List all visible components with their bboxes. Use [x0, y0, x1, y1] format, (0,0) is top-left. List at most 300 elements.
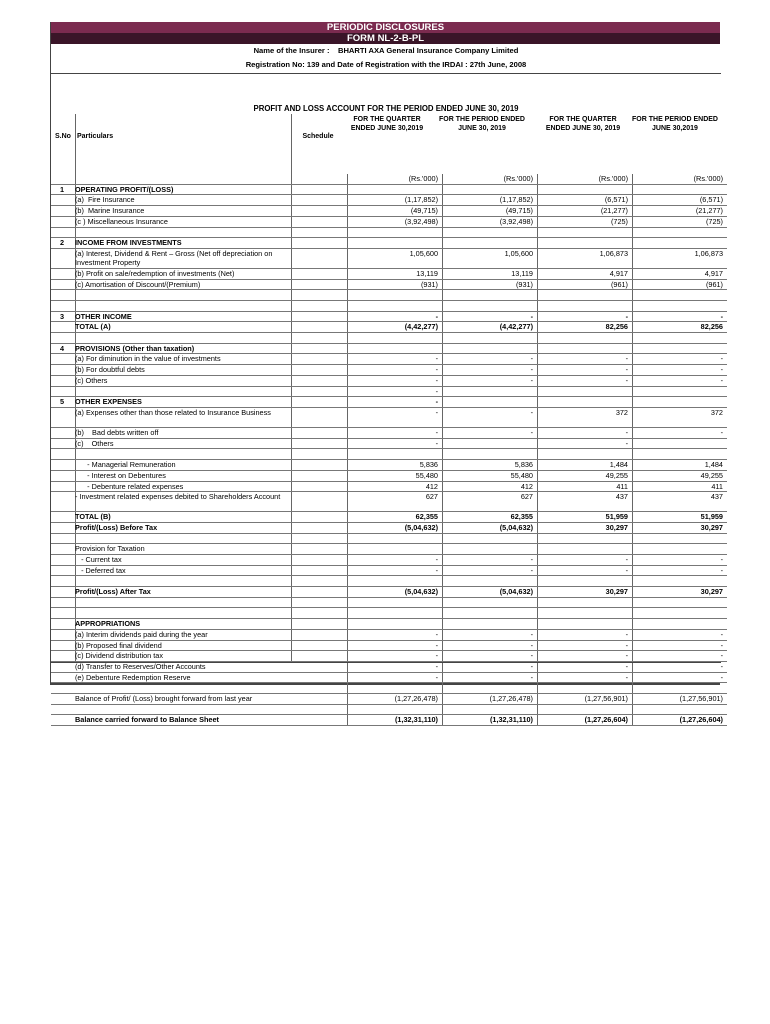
row-value-col4: (21,277) — [633, 206, 728, 217]
row-value-col4: (6,571) — [633, 195, 728, 206]
row-sno — [51, 268, 73, 279]
registration-line: Registration No: 139 and Date of Registration with the IRDAI : 27th June, 2008 — [245, 60, 527, 69]
row-sno — [51, 227, 73, 238]
row-value-col4 — [633, 184, 728, 195]
row-sno — [51, 608, 73, 619]
row-particulars: Profit/(Loss) Before Tax — [73, 522, 293, 533]
table-row — [51, 408, 727, 428]
table-row — [51, 608, 727, 619]
row-particulars: (e) Debenture Redemption Reserve — [73, 672, 293, 683]
row-particulars: TOTAL (B) — [73, 512, 293, 523]
row-particulars — [73, 333, 293, 344]
row-value-col2 — [443, 597, 538, 608]
row-value-col3: - — [538, 651, 633, 662]
row-value-col1: - — [348, 397, 443, 408]
row-value-col4: - — [633, 661, 728, 672]
row-schedule — [293, 365, 348, 376]
row-particulars — [73, 576, 293, 587]
row-value-col1: - — [348, 354, 443, 365]
row-sno — [51, 492, 73, 512]
row-particulars: (b) Proposed final dividend — [73, 640, 293, 651]
table-row — [51, 333, 727, 344]
row-schedule — [293, 544, 348, 555]
row-value-col1: - — [348, 629, 443, 640]
row-value-col3: - — [538, 365, 633, 376]
row-value-col1: - — [348, 386, 443, 397]
row-particulars: (b) Marine Insurance — [73, 206, 293, 217]
row-schedule — [293, 184, 348, 195]
row-particulars: (c ) Miscellaneous Insurance — [73, 216, 293, 227]
row-value-col3: (1,27,26,604) — [538, 715, 633, 726]
table-bottom-rule — [51, 662, 721, 663]
row-value-col2 — [443, 619, 538, 630]
row-particulars: (d) Transfer to Reserves/Other Accounts — [73, 661, 293, 672]
row-value-col2 — [443, 544, 538, 555]
row-value-col3: (725) — [538, 216, 633, 227]
row-value-col3: - — [538, 354, 633, 365]
row-value-col1 — [348, 184, 443, 195]
row-value-col1 — [348, 301, 443, 312]
row-value-col4: 1,06,873 — [633, 248, 728, 268]
row-value-col4: (725) — [633, 216, 728, 227]
row-schedule — [293, 227, 348, 238]
row-particulars: OTHER INCOME — [73, 311, 293, 322]
pl-table — [51, 174, 727, 726]
row-value-col3 — [538, 301, 633, 312]
row-value-col4 — [633, 238, 728, 249]
row-value-col2: - — [443, 408, 538, 428]
row-sno — [51, 248, 73, 268]
row-particulars: INCOME FROM INVESTMENTS — [73, 238, 293, 249]
row-value-col3: (Rs.'000) — [538, 174, 633, 184]
row-value-col4 — [633, 576, 728, 587]
row-value-col1: 62,355 — [348, 512, 443, 523]
table-row — [51, 492, 727, 512]
row-schedule — [293, 238, 348, 249]
row-particulars — [73, 449, 293, 460]
row-sno — [51, 704, 73, 715]
row-value-col1: - — [348, 365, 443, 376]
row-sno — [51, 555, 73, 566]
row-value-col4: (961) — [633, 279, 728, 290]
row-value-col1: - — [348, 640, 443, 651]
row-schedule — [293, 216, 348, 227]
row-sno — [51, 522, 73, 533]
row-value-col2: 13,119 — [443, 268, 538, 279]
row-sno — [51, 216, 73, 227]
row-value-col2 — [443, 608, 538, 619]
row-particulars: - Debenture related expenses — [73, 481, 293, 492]
row-sno — [51, 481, 73, 492]
table-row — [51, 555, 727, 566]
row-value-col3: 1,484 — [538, 460, 633, 471]
row-schedule — [293, 576, 348, 587]
row-schedule — [293, 311, 348, 322]
row-value-col1: (1,17,852) — [348, 195, 443, 206]
row-value-col3 — [538, 227, 633, 238]
row-particulars — [73, 386, 293, 397]
row-value-col3: 30,297 — [538, 522, 633, 533]
table-row — [51, 661, 727, 672]
row-value-col4: - — [633, 640, 728, 651]
row-value-col4: 372 — [633, 408, 728, 428]
row-particulars — [73, 301, 293, 312]
row-value-col2: (Rs.'000) — [443, 174, 538, 184]
row-value-col3 — [538, 619, 633, 630]
row-value-col3: 51,959 — [538, 512, 633, 523]
row-value-col2: (931) — [443, 279, 538, 290]
table-row — [51, 248, 727, 268]
row-value-col2 — [443, 704, 538, 715]
row-sno — [51, 672, 73, 683]
table-row — [51, 522, 727, 533]
row-schedule — [293, 597, 348, 608]
row-sno — [51, 533, 73, 544]
row-particulars: - Current tax — [73, 555, 293, 566]
row-value-col4: - — [633, 311, 728, 322]
row-sno — [51, 375, 73, 386]
row-value-col2: - — [443, 661, 538, 672]
row-particulars: (c) Dividend distribution tax — [73, 651, 293, 662]
row-value-col2: 5,836 — [443, 460, 538, 471]
row-sno — [51, 683, 73, 694]
row-particulars: - Interest on Debentures — [73, 470, 293, 481]
row-schedule — [293, 206, 348, 217]
table-row — [51, 715, 727, 726]
row-particulars: OTHER EXPENSES — [73, 397, 293, 408]
row-sno — [51, 354, 73, 365]
row-particulars: - Managerial Remuneration — [73, 460, 293, 471]
row-value-col2: (1,27,26,478) — [443, 694, 538, 705]
row-value-col1: (4,42,277) — [348, 322, 443, 333]
row-schedule — [293, 481, 348, 492]
row-value-col2: (5,04,632) — [443, 522, 538, 533]
row-schedule — [293, 704, 348, 715]
row-value-col4 — [633, 449, 728, 460]
row-value-col3 — [538, 184, 633, 195]
row-sno — [51, 619, 73, 630]
table-row — [51, 206, 727, 217]
row-schedule — [293, 354, 348, 365]
col-quarter-2019-header: FOR THE QUARTER ENDED JUNE 30,2019 — [350, 116, 424, 132]
row-schedule — [293, 408, 348, 428]
row-value-col2: (49,715) — [443, 206, 538, 217]
row-value-col4 — [633, 227, 728, 238]
row-value-col1: 1,05,600 — [348, 248, 443, 268]
row-value-col2: (5,04,632) — [443, 587, 538, 598]
row-particulars: (c) Others — [73, 438, 293, 449]
row-schedule — [293, 268, 348, 279]
row-value-col2 — [443, 333, 538, 344]
row-value-col1: 5,836 — [348, 460, 443, 471]
row-schedule — [293, 512, 348, 523]
table-row — [51, 576, 727, 587]
row-value-col2 — [443, 386, 538, 397]
row-value-col2 — [443, 301, 538, 312]
row-particulars: - Investment related expenses debited to Shareholders Account — [73, 492, 293, 512]
row-particulars: Provision for Taxation — [73, 544, 293, 555]
table-row — [51, 640, 727, 651]
row-value-col3: 1,06,873 — [538, 248, 633, 268]
row-sno — [51, 661, 73, 672]
row-schedule — [293, 343, 348, 354]
row-value-col1 — [348, 597, 443, 608]
row-value-col4 — [633, 301, 728, 312]
row-value-col4: 49,255 — [633, 470, 728, 481]
row-value-col4: 82,256 — [633, 322, 728, 333]
row-particulars: Balance carried forward to Balance Sheet — [73, 715, 293, 726]
row-particulars: - Deferred tax — [73, 565, 293, 576]
row-sno — [51, 544, 73, 555]
row-value-col3: - — [538, 311, 633, 322]
row-schedule — [293, 629, 348, 640]
row-sno — [51, 587, 73, 598]
row-schedule — [293, 438, 348, 449]
row-value-col2 — [443, 184, 538, 195]
row-value-col1 — [348, 608, 443, 619]
row-value-col2: - — [443, 375, 538, 386]
table-row — [51, 322, 727, 333]
row-value-col2: 62,355 — [443, 512, 538, 523]
row-value-col1: (1,27,26,478) — [348, 694, 443, 705]
row-value-col3 — [538, 576, 633, 587]
header-band-disclosures: PERIODIC DISCLOSURES — [51, 22, 720, 33]
row-value-col4: - — [633, 629, 728, 640]
row-value-col4 — [633, 544, 728, 555]
row-value-col1: (5,04,632) — [348, 522, 443, 533]
row-schedule — [293, 375, 348, 386]
row-value-col4: (1,27,26,604) — [633, 715, 728, 726]
row-value-col2: 412 — [443, 481, 538, 492]
row-value-col2: 55,480 — [443, 470, 538, 481]
header-band-form: FORM NL-2-B-PL — [51, 33, 720, 44]
row-value-col1 — [348, 449, 443, 460]
row-value-col3 — [538, 290, 633, 301]
row-particulars — [73, 704, 293, 715]
row-sno — [51, 195, 73, 206]
row-particulars — [73, 290, 293, 301]
row-value-col4: 1,484 — [633, 460, 728, 471]
row-value-col1: - — [348, 651, 443, 662]
row-sno — [51, 512, 73, 523]
row-value-col2: - — [443, 651, 538, 662]
row-value-col4: 30,297 — [633, 522, 728, 533]
row-value-col3 — [538, 397, 633, 408]
row-value-col1 — [348, 544, 443, 555]
row-value-col2 — [443, 449, 538, 460]
row-schedule — [293, 386, 348, 397]
row-schedule — [293, 694, 348, 705]
row-schedule — [293, 683, 348, 694]
row-value-col3 — [538, 333, 633, 344]
row-particulars: (c) Others — [73, 375, 293, 386]
row-value-col4: - — [633, 354, 728, 365]
row-sno: 2 — [51, 238, 73, 249]
row-value-col3 — [538, 683, 633, 694]
row-value-col1: - — [348, 565, 443, 576]
table-row — [51, 619, 727, 630]
row-particulars — [73, 683, 293, 694]
row-particulars: Balance of Profit/ (Loss) brought forward from last year — [73, 694, 293, 705]
table-row — [51, 279, 727, 290]
table-row — [51, 311, 727, 322]
row-value-col2: (1,17,852) — [443, 195, 538, 206]
row-particulars: (b) For doubtful debts — [73, 365, 293, 376]
row-particulars — [73, 227, 293, 238]
row-particulars: (a) Interest, Dividend & Rent – Gross (Net off depreciation on Investment Property — [73, 248, 293, 268]
table-row — [51, 694, 727, 705]
row-sno — [51, 694, 73, 705]
table-row — [51, 460, 727, 471]
row-value-col2: - — [443, 565, 538, 576]
row-schedule — [293, 290, 348, 301]
col-quarter-2019b-header: FOR THE QUARTER ENDED JUNE 30, 2019 — [545, 116, 621, 132]
row-value-col2: (4,42,277) — [443, 322, 538, 333]
row-value-col1: - — [348, 555, 443, 566]
table-row — [51, 386, 727, 397]
table-row — [51, 438, 727, 449]
table-row — [51, 343, 727, 354]
table-row — [51, 629, 727, 640]
row-value-col4 — [633, 333, 728, 344]
row-schedule — [293, 460, 348, 471]
row-sno — [51, 322, 73, 333]
row-value-col2 — [443, 533, 538, 544]
row-value-col4 — [633, 290, 728, 301]
row-value-col4 — [633, 343, 728, 354]
row-value-col4: - — [633, 672, 728, 683]
row-value-col2: 627 — [443, 492, 538, 512]
row-sno — [51, 365, 73, 376]
row-schedule — [293, 533, 348, 544]
row-value-col3: - — [538, 640, 633, 651]
row-value-col1: - — [348, 375, 443, 386]
row-value-col4: (Rs.'000) — [633, 174, 728, 184]
row-particulars: PROVISIONS (Other than taxation) — [73, 343, 293, 354]
row-value-col3 — [538, 533, 633, 544]
table-row — [51, 544, 727, 555]
row-value-col1 — [348, 343, 443, 354]
row-schedule — [293, 322, 348, 333]
row-value-col1: - — [348, 428, 443, 439]
row-value-col4: - — [633, 555, 728, 566]
row-value-col3 — [538, 704, 633, 715]
row-sno — [51, 449, 73, 460]
row-value-col2: - — [443, 428, 538, 439]
row-value-col2: - — [443, 354, 538, 365]
row-schedule — [293, 619, 348, 630]
row-schedule — [293, 301, 348, 312]
table-row — [51, 238, 727, 249]
row-schedule — [293, 715, 348, 726]
row-value-col3: - — [538, 428, 633, 439]
row-sno — [51, 438, 73, 449]
row-value-col4 — [633, 704, 728, 715]
row-schedule — [293, 428, 348, 439]
row-particulars: (b) Profit on sale/redemption of investments (Net) — [73, 268, 293, 279]
row-value-col2 — [443, 576, 538, 587]
row-schedule — [293, 248, 348, 268]
row-particulars: (a) For diminution in the value of investments — [73, 354, 293, 365]
row-value-col1 — [348, 533, 443, 544]
row-schedule — [293, 174, 348, 184]
row-particulars: Profit/(Loss) After Tax — [73, 587, 293, 598]
table-row — [51, 587, 727, 598]
row-schedule — [293, 470, 348, 481]
row-schedule — [293, 555, 348, 566]
table-row — [51, 704, 727, 715]
row-sno — [51, 640, 73, 651]
row-value-col2 — [443, 227, 538, 238]
row-value-col1: (49,715) — [348, 206, 443, 217]
row-value-col4: - — [633, 565, 728, 576]
row-value-col4 — [633, 608, 728, 619]
row-value-col3: 372 — [538, 408, 633, 428]
row-value-col4 — [633, 597, 728, 608]
row-sno — [51, 565, 73, 576]
row-value-col4 — [633, 533, 728, 544]
row-value-col1: (Rs.'000) — [348, 174, 443, 184]
col-period-2019-header: FOR THE PERIOD ENDED JUNE 30, 2019 — [439, 116, 525, 132]
row-particulars: (b) Bad debts written off — [73, 428, 293, 439]
insurer-name: BHARTI AXA General Insurance Company Limited — [337, 46, 519, 55]
row-schedule — [293, 587, 348, 598]
row-schedule — [293, 333, 348, 344]
row-value-col1: 627 — [348, 492, 443, 512]
row-value-col1: 55,480 — [348, 470, 443, 481]
table-row — [51, 533, 727, 544]
table-row — [51, 428, 727, 439]
row-value-col2: - — [443, 311, 538, 322]
row-value-col4: 51,959 — [633, 512, 728, 523]
row-value-col4: 411 — [633, 481, 728, 492]
row-value-col1 — [348, 576, 443, 587]
table-row — [51, 268, 727, 279]
row-particulars — [73, 533, 293, 544]
row-value-col1 — [348, 227, 443, 238]
row-value-col1 — [348, 238, 443, 249]
table-row — [51, 365, 727, 376]
row-value-col2 — [443, 238, 538, 249]
row-value-col1: (1,32,31,110) — [348, 715, 443, 726]
row-value-col4: - — [633, 651, 728, 662]
row-value-col4 — [633, 683, 728, 694]
table-row — [51, 184, 727, 195]
insurer-label: Name of the Insurer : — [253, 46, 330, 55]
row-value-col1 — [348, 333, 443, 344]
row-value-col4: 30,297 — [633, 587, 728, 598]
table-row — [51, 481, 727, 492]
row-value-col1 — [348, 704, 443, 715]
row-schedule — [293, 195, 348, 206]
row-particulars — [73, 608, 293, 619]
row-particulars: (c) Amortisation of Discount/(Premium) — [73, 279, 293, 290]
row-sno: 4 — [51, 343, 73, 354]
row-value-col2: - — [443, 555, 538, 566]
row-sno: 5 — [51, 397, 73, 408]
row-schedule — [293, 449, 348, 460]
row-value-col2 — [443, 438, 538, 449]
row-sno — [51, 597, 73, 608]
table-row — [51, 354, 727, 365]
table-row — [51, 216, 727, 227]
table-row — [51, 512, 727, 523]
row-value-col4: - — [633, 365, 728, 376]
row-particulars: TOTAL (A) — [73, 322, 293, 333]
row-sno — [51, 460, 73, 471]
row-value-col2: - — [443, 629, 538, 640]
row-value-col1: - — [348, 661, 443, 672]
